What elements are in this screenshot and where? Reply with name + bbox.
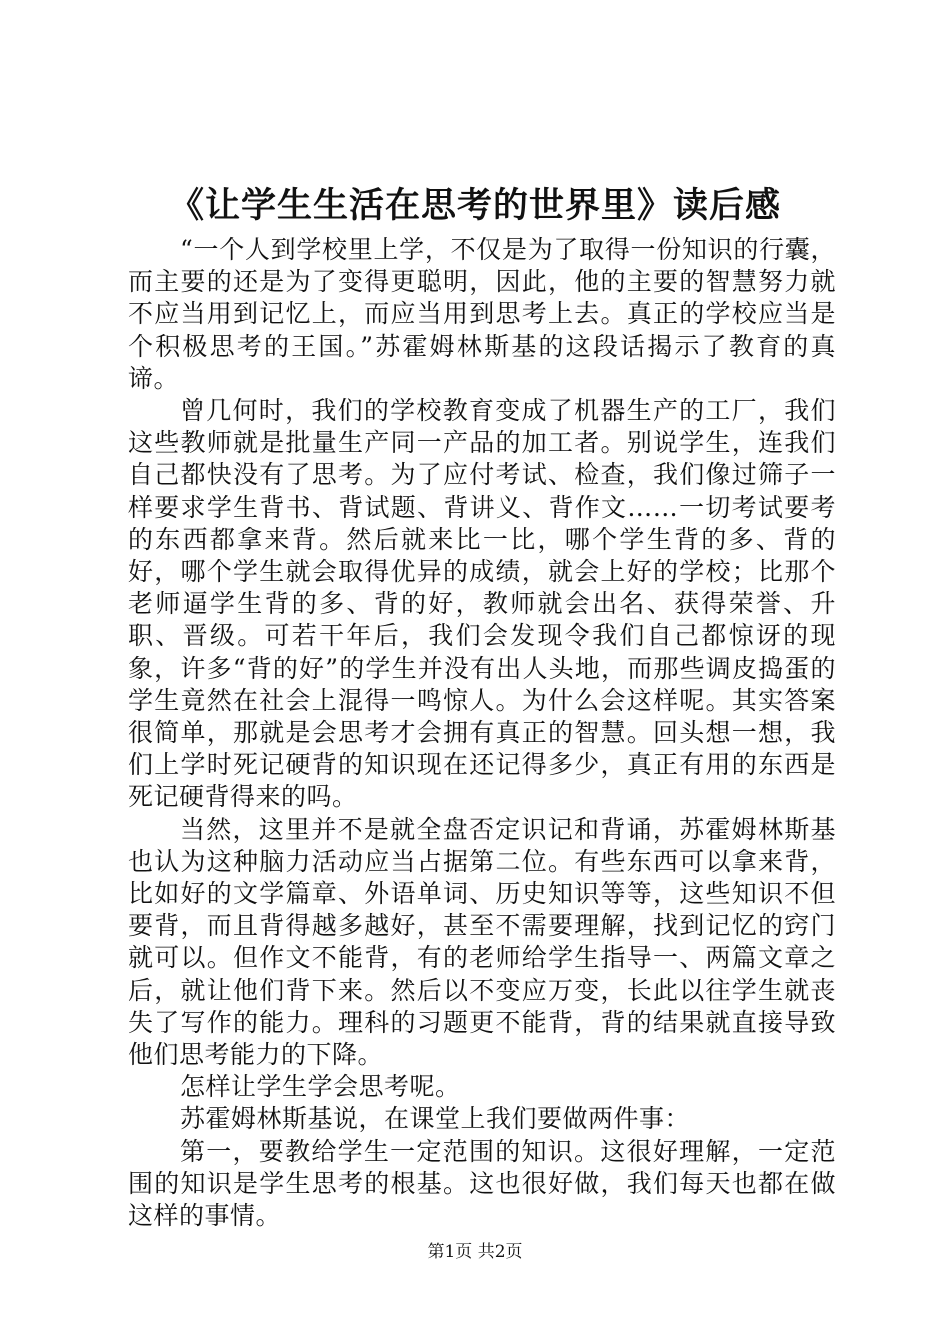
paragraph: 当然，这里并不是就全盘否定识记和背诵，苏霍姆林斯基也认为这种脑力活动应当占据第二位。有些东西可以拿来背，比如好的文学篇章、外语单词、历史知识等等，这些知识不但要背，而且背得越多越好，甚至不需要理解，找到记忆的窍门就可以。但作文不能背，有的老师给学生指导一、两篇文章之后，就让他们背下来。然后以不变应万变，长此以往学生就丧失了写作的能力。理科的习题更不能背，背的结果就直接导致他们思考能力的下降。 <box>128 814 836 1070</box>
document-body <box>128 234 836 1232</box>
paragraph: 怎样让学生学会思考呢。 <box>180 1072 461 1102</box>
paragraph: 第一，要教给学生一定范围的知识。这很好理解，一定范围的知识是学生思考的根基。这也很好做，我们每天也都在做这样的事情。 <box>128 1136 836 1231</box>
page-number-footer: 第1页 共2页 <box>427 1242 523 1262</box>
paragraph: 曾几何时，我们的学校教育变成了机器生产的工厂，我们这些教师就是批量生产同一产品的加工者。别说学生，连我们自己都快没有了思考。为了应付考试、检查，我们像过筛子一样要求学生背书、背试题、背讲义、背作文……一切考试要考的东西都拿来背。然后就来比一比，哪个学生背的多、背的好，哪个学生就会取得优异的成绩，就会上好的学校；比那个老师逼学生背的多、背的好，教师就会出名、获得荣誉、升职、晋级。可若干年后，我们会发现令我们自己都惊讶的现象，许多“背的好”的学生并没有出人头地，而那些调皮捣蛋的学生竟然在社会上混得一鸣惊人。为什么会这样呢。其实答案很简单，那就是会思考才会拥有真正的智慧。回头想一想，我们上学时死记硬背的知识现在还记得多少，真正有用的东西是死记硬背得来的吗。 <box>128 396 836 812</box>
document-title: 《让学生生活在思考的世界里》读后感 <box>168 185 781 226</box>
paragraph: 苏霍姆林斯基说，在课堂上我们要做两件事： <box>180 1104 691 1134</box>
paragraph: “一个人到学校里上学，不仅是为了取得一份知识的行囊，而主要的还是为了变得更聪明，因此，他的主要的智慧努力就不应当用到记忆上，而应当用到思考上去。真正的学校应当是个积极思考的王国。”苏霍姆林斯基的这段话揭示了教育的真谛。 <box>128 235 836 393</box>
